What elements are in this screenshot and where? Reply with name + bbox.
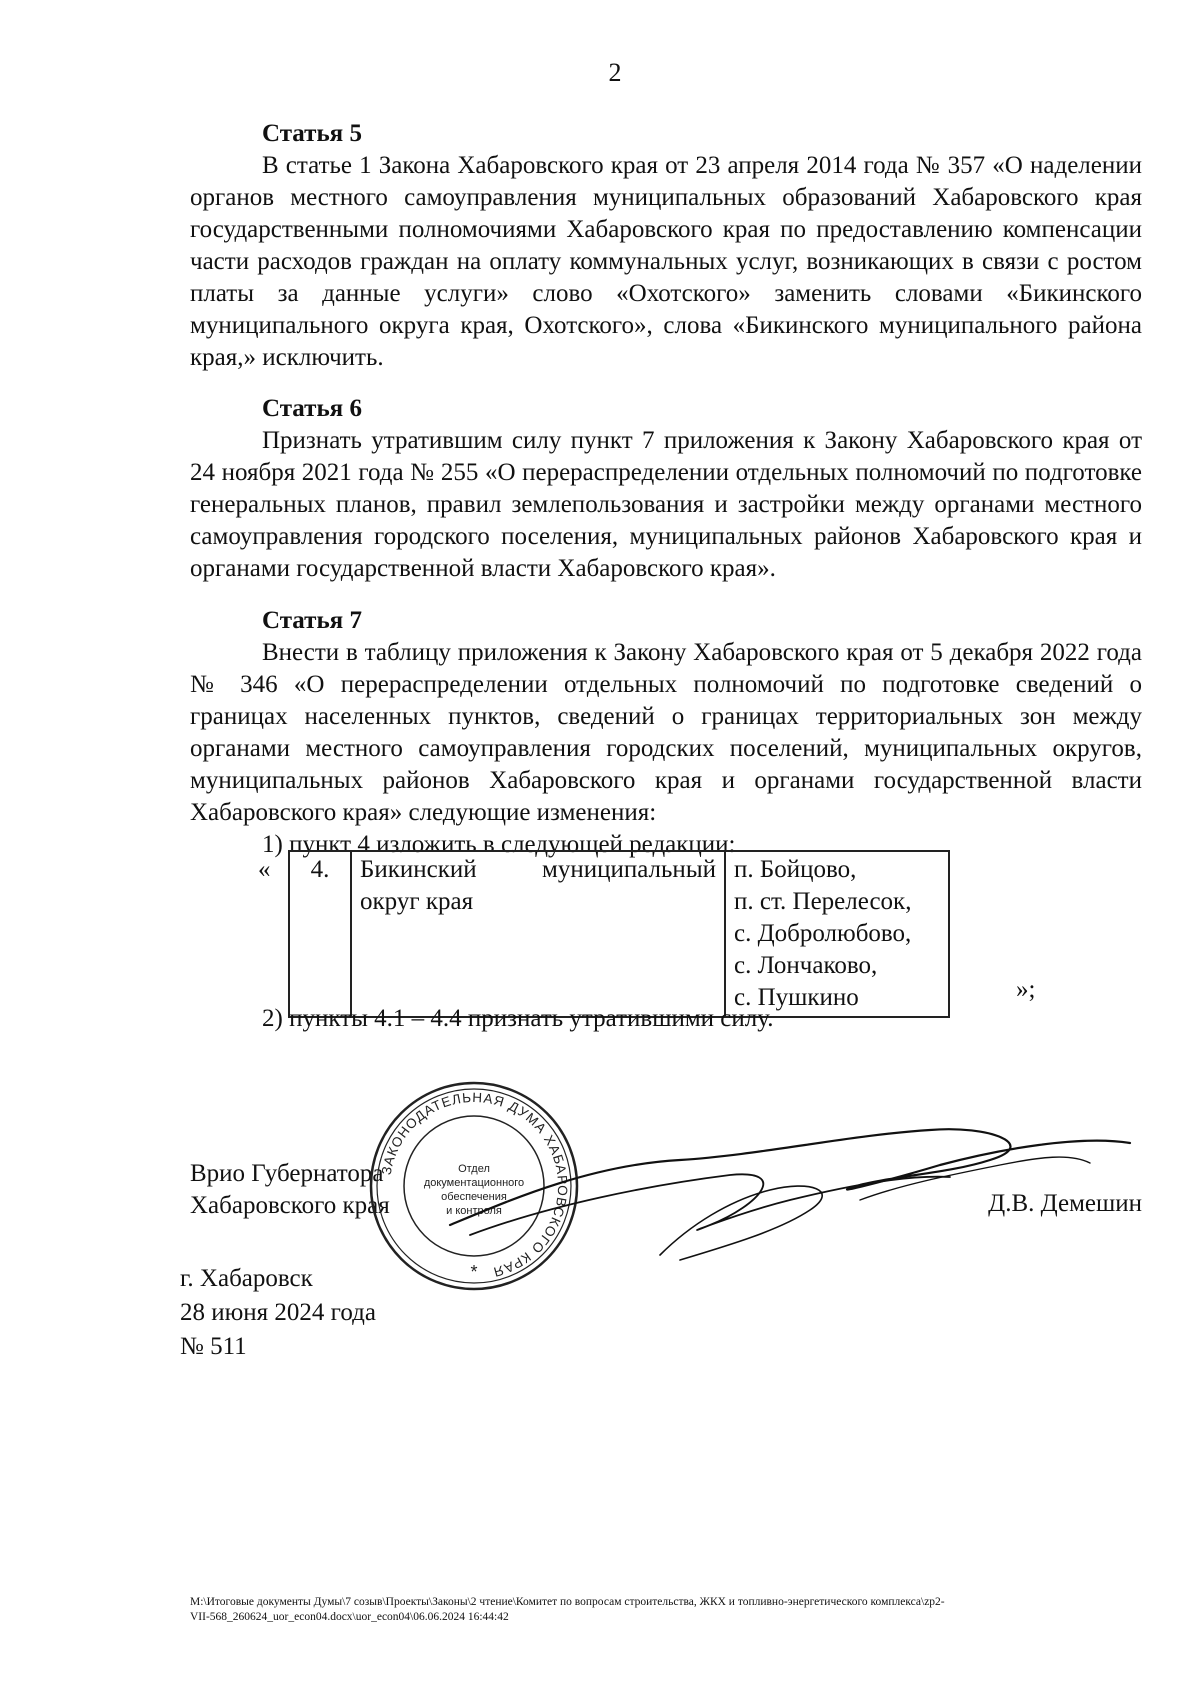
article-7-item-1: 1) пункт 4 изложить в следующей редакции: (262, 831, 736, 858)
seal-inner-line-3: обеспечения (441, 1191, 507, 1203)
article-5 (190, 118, 1142, 374)
footer-line-2: VII-568_260624_uor_econ04.docx\uor_econ04\06.06.2024 16:44:42 (190, 1611, 509, 1623)
article-5-title: Статья 5 (262, 120, 362, 147)
article-6-title: Статья 6 (262, 395, 362, 422)
seal-inner-line-4: и контроля (446, 1205, 502, 1217)
seal-inner-line-2: документационного (423, 1177, 525, 1189)
article-6-text: Признать утратившим силу пункт 7 приложения к Закону Хабаровского края от 24 ноября 2021 года № 255 «О перераспределении отдельных полномочий по подготовке генеральных планов, правил землепользования и застройки между органами местного самоуправления городского поселения, муниципальных районов Хабаровского края и органами государственной власти Хабаровского края». (190, 427, 1142, 582)
settlement-item: п. ст. Перелесок, (734, 888, 912, 915)
page-number: 2 (608, 58, 622, 87)
law-number: № 511 (180, 1333, 247, 1360)
quote-open: « (258, 856, 271, 883)
amendment-table (288, 850, 950, 1018)
position-line-2: Хабаровского края (190, 1192, 390, 1219)
date: 28 июня 2024 года (180, 1299, 376, 1326)
settlement-item: п. Бойцово, (734, 856, 857, 883)
article-7-title: Статья 7 (262, 607, 362, 634)
article-7-item-2: 2) пункты 4.1 – 4.4 признать утратившими силу. (262, 1005, 774, 1032)
row-number-cell: 4. (289, 851, 351, 1017)
article-6 (190, 393, 1142, 585)
signatory-position (190, 1158, 390, 1222)
settlement-item: с. Лончаково, (734, 952, 878, 979)
article-7 (190, 605, 1142, 861)
district-name-cell: Бикинский муниципальный округ края (351, 851, 725, 1017)
footer-line-1: М:\Итоговые документы Думы\7 созыв\Проекты\Законы\2 чтение\Комитет по вопросам строительства, ЖКХ и топливно-энергетического комплекса\zp2- (190, 1596, 945, 1608)
signatory-name: Д.В. Демешин (988, 1190, 1142, 1217)
settlement-item: с. Добролюбово, (734, 920, 912, 947)
city: г. Хабаровск (180, 1265, 313, 1292)
seal-star: * (470, 1262, 478, 1282)
article-7-text: Внести в таблицу приложения к Закону Хабаровского края от 5 декабря 2022 года № 346 «О перераспределении отдельных полномочий по подготовке сведений о границах населенных пунктов, сведений о границах территориальных зон между органами местного самоуправления городских поселений, муниципальных округов, муниципальных районов Хабаровского края и органами государственной власти Хабаровского края» следующие изменения: (190, 639, 1142, 826)
seal-outer-text: ЗАКОНОДАТЕЛЬНАЯ ДУМА ХАБАРОВСКОГО КРАЯ (378, 1089, 571, 1280)
settlements-cell (725, 851, 949, 1017)
handwritten-signature (430, 1105, 1150, 1280)
position-line-1: Врио Губернатора (190, 1160, 384, 1187)
settlement-item: с. Пушкино (734, 984, 859, 1011)
article-5-text: В статье 1 Закона Хабаровского края от 23 апреля 2014 года № 357 «О наделении органов местного самоуправления муниципальных образований Хабаровского края государственными полномочиями Хабаровского края по предоставлению компенсации части расходов граждан на оплату коммунальных услуг, возникающих в связи с ростом платы за данные услуги» слово «Охотского» заменить словами «Бикинского муниципального округа края, Охотского», слова «Бикинского муниципального района края,» исключить. (190, 152, 1142, 371)
table-row (289, 851, 949, 1017)
file-path-footer (190, 1595, 1155, 1625)
seal-inner-line-1: Отдел (458, 1163, 490, 1175)
place-and-date (180, 1262, 376, 1364)
quote-close: »; (1016, 976, 1036, 1003)
